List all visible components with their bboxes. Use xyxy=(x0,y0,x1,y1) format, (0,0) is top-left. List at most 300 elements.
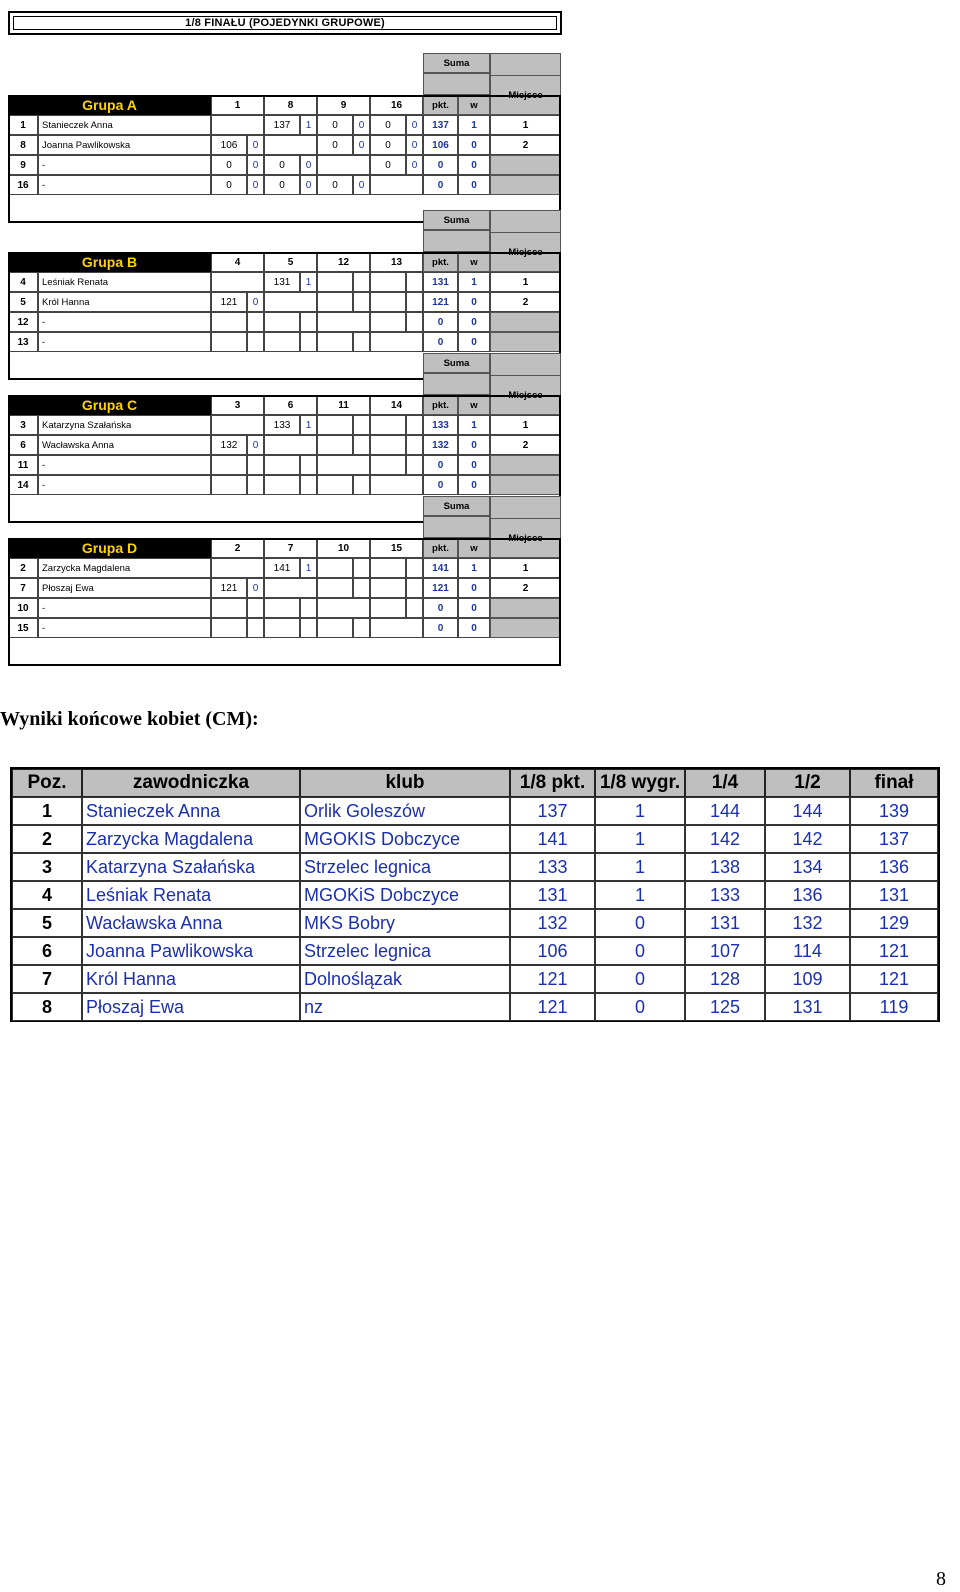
total-wins: 0 xyxy=(458,578,490,598)
player-name: Płoszaj Ewa xyxy=(38,578,211,598)
final-place: 2 xyxy=(490,135,561,155)
col-header: 12 xyxy=(317,252,370,272)
self-cell xyxy=(264,578,317,598)
match-points xyxy=(370,435,406,455)
r16-points-cell: 121 xyxy=(510,993,595,1021)
seed-number: 3 xyxy=(8,415,38,435)
club-cell: nz xyxy=(300,993,510,1021)
col-header: 10 xyxy=(317,538,370,558)
self-cell xyxy=(211,558,264,578)
sf-cell: 109 xyxy=(765,965,850,993)
match-win xyxy=(406,435,423,455)
match-points: 0 xyxy=(370,115,406,135)
match-points: 0 xyxy=(211,155,247,175)
player-name: - xyxy=(38,175,211,195)
r16-wins-cell: 1 xyxy=(595,825,685,853)
athlete-cell: Stanieczek Anna xyxy=(82,797,300,825)
final-place: 1 xyxy=(490,115,561,135)
self-cell xyxy=(370,175,423,195)
group-name: Grupa D xyxy=(8,538,211,558)
match-win xyxy=(300,332,317,352)
match-points xyxy=(370,455,406,475)
final-place: 1 xyxy=(490,272,561,292)
match-points: 121 xyxy=(211,292,247,312)
pkt-header: pkt. xyxy=(423,252,458,272)
r16-wins-cell: 1 xyxy=(595,797,685,825)
match-points xyxy=(211,332,247,352)
match-points xyxy=(264,598,300,618)
results-header-cell: 1/8 pkt. xyxy=(510,769,595,797)
w-header: w xyxy=(458,252,490,272)
title-banner xyxy=(8,11,562,35)
suma-header: Suma xyxy=(423,353,490,373)
match-points xyxy=(370,578,406,598)
seed-number: 5 xyxy=(8,292,38,312)
total-wins: 0 xyxy=(458,598,490,618)
total-wins: 0 xyxy=(458,455,490,475)
match-win xyxy=(406,272,423,292)
r16-wins-cell: 0 xyxy=(595,965,685,993)
player-name: Wacławska Anna xyxy=(38,435,211,455)
total-points: 133 xyxy=(423,415,458,435)
page-title: 1/8 FINAŁU (POJEDYNKI GRUPOWE) xyxy=(13,16,557,30)
total-points: 141 xyxy=(423,558,458,578)
total-wins: 1 xyxy=(458,558,490,578)
seed-number: 4 xyxy=(8,272,38,292)
total-points: 0 xyxy=(423,332,458,352)
match-win xyxy=(247,312,264,332)
group-name: Grupa C xyxy=(8,395,211,415)
self-cell xyxy=(264,292,317,312)
header-blank xyxy=(423,230,490,252)
match-win: 0 xyxy=(247,292,264,312)
w-header: w xyxy=(458,538,490,558)
match-points xyxy=(317,618,353,638)
match-win: 0 xyxy=(406,135,423,155)
total-wins: 0 xyxy=(458,618,490,638)
miejsce-header: Miejsce xyxy=(490,518,561,558)
match-win xyxy=(247,598,264,618)
match-win xyxy=(247,475,264,495)
player-name: - xyxy=(38,475,211,495)
seed-number: 10 xyxy=(8,598,38,618)
r16-points-cell: 133 xyxy=(510,853,595,881)
match-win: 0 xyxy=(406,115,423,135)
match-points xyxy=(317,272,353,292)
match-win xyxy=(353,415,370,435)
total-wins: 0 xyxy=(458,435,490,455)
col-header: 6 xyxy=(264,395,317,415)
match-points xyxy=(317,435,353,455)
total-points: 132 xyxy=(423,435,458,455)
col-header: 14 xyxy=(370,395,423,415)
match-win: 1 xyxy=(300,558,317,578)
sf-cell: 132 xyxy=(765,909,850,937)
w-header: w xyxy=(458,95,490,115)
seed-number: 1 xyxy=(8,115,38,135)
col-header: 1 xyxy=(211,95,264,115)
final-place: 1 xyxy=(490,415,561,435)
self-cell xyxy=(264,135,317,155)
seed-number: 6 xyxy=(8,435,38,455)
group-table xyxy=(8,53,561,223)
match-points xyxy=(317,475,353,495)
player-name: - xyxy=(38,312,211,332)
total-points: 0 xyxy=(423,618,458,638)
total-points: 131 xyxy=(423,272,458,292)
match-points xyxy=(264,475,300,495)
match-points xyxy=(317,292,353,312)
match-points xyxy=(370,558,406,578)
total-points: 0 xyxy=(423,455,458,475)
match-points: 141 xyxy=(264,558,300,578)
match-points: 0 xyxy=(211,175,247,195)
match-win xyxy=(300,312,317,332)
final-cell: 129 xyxy=(850,909,938,937)
athlete-cell: Katarzyna Szałańska xyxy=(82,853,300,881)
total-points: 0 xyxy=(423,155,458,175)
match-win xyxy=(406,578,423,598)
final-cell: 131 xyxy=(850,881,938,909)
r16-points-cell: 131 xyxy=(510,881,595,909)
results-header-cell: 1/4 xyxy=(685,769,765,797)
r16-points-cell: 141 xyxy=(510,825,595,853)
match-points xyxy=(370,598,406,618)
match-points xyxy=(317,415,353,435)
total-points: 121 xyxy=(423,292,458,312)
match-win xyxy=(353,618,370,638)
self-cell xyxy=(317,598,370,618)
match-win xyxy=(353,475,370,495)
r16-wins-cell: 1 xyxy=(595,881,685,909)
pkt-header: pkt. xyxy=(423,395,458,415)
seed-number: 13 xyxy=(8,332,38,352)
match-points xyxy=(211,455,247,475)
r16-points-cell: 132 xyxy=(510,909,595,937)
seed-number: 2 xyxy=(8,558,38,578)
place-empty xyxy=(490,175,561,195)
final-cell: 136 xyxy=(850,853,938,881)
match-win: 0 xyxy=(353,175,370,195)
total-wins: 0 xyxy=(458,332,490,352)
total-wins: 1 xyxy=(458,415,490,435)
total-points: 106 xyxy=(423,135,458,155)
club-cell: Dolnoślązak xyxy=(300,965,510,993)
match-points: 0 xyxy=(370,135,406,155)
match-points xyxy=(370,292,406,312)
group-name: Grupa A xyxy=(8,95,211,115)
match-points xyxy=(370,312,406,332)
self-cell xyxy=(211,115,264,135)
results-header-cell: zawodniczka xyxy=(82,769,300,797)
total-wins: 0 xyxy=(458,175,490,195)
match-win: 0 xyxy=(247,435,264,455)
final-cell: 119 xyxy=(850,993,938,1021)
match-points: 0 xyxy=(317,115,353,135)
qf-cell: 131 xyxy=(685,909,765,937)
total-wins: 0 xyxy=(458,312,490,332)
results-header-cell: 1/2 xyxy=(765,769,850,797)
results-header-cell: Poz. xyxy=(12,769,82,797)
match-win xyxy=(353,578,370,598)
match-points xyxy=(264,455,300,475)
seed-number: 16 xyxy=(8,175,38,195)
self-cell xyxy=(317,155,370,175)
sf-cell: 136 xyxy=(765,881,850,909)
self-cell xyxy=(370,475,423,495)
player-name: Katarzyna Szałańska xyxy=(38,415,211,435)
match-win: 1 xyxy=(300,115,317,135)
group-name: Grupa B xyxy=(8,252,211,272)
club-cell: MKS Bobry xyxy=(300,909,510,937)
qf-cell: 138 xyxy=(685,853,765,881)
col-header: 9 xyxy=(317,95,370,115)
match-points: 0 xyxy=(370,155,406,175)
col-header: 4 xyxy=(211,252,264,272)
final-place: 2 xyxy=(490,578,561,598)
seed-number: 12 xyxy=(8,312,38,332)
club-cell: Orlik Goleszów xyxy=(300,797,510,825)
player-name: - xyxy=(38,332,211,352)
club-cell: Strzelec legnica xyxy=(300,937,510,965)
match-win: 0 xyxy=(247,135,264,155)
col-header: 5 xyxy=(264,252,317,272)
match-win xyxy=(247,332,264,352)
results-table xyxy=(10,767,940,1022)
results-header-cell: 1/8 wygr. xyxy=(595,769,685,797)
col-header: 7 xyxy=(264,538,317,558)
match-win xyxy=(406,292,423,312)
player-name: - xyxy=(38,155,211,175)
match-win xyxy=(406,312,423,332)
club-cell: MGOKiS Dobczyce xyxy=(300,881,510,909)
match-points xyxy=(264,332,300,352)
match-points xyxy=(370,272,406,292)
position-cell: 6 xyxy=(12,937,82,965)
seed-number: 11 xyxy=(8,455,38,475)
match-win: 0 xyxy=(247,175,264,195)
match-points: 137 xyxy=(264,115,300,135)
athlete-cell: Zarzycka Magdalena xyxy=(82,825,300,853)
self-cell xyxy=(211,415,264,435)
match-win xyxy=(406,598,423,618)
match-win: 0 xyxy=(353,135,370,155)
total-wins: 0 xyxy=(458,475,490,495)
match-win: 0 xyxy=(300,155,317,175)
match-win xyxy=(353,292,370,312)
position-cell: 4 xyxy=(12,881,82,909)
player-name: Leśniak Renata xyxy=(38,272,211,292)
position-cell: 5 xyxy=(12,909,82,937)
self-cell xyxy=(211,272,264,292)
match-win xyxy=(353,272,370,292)
r16-points-cell: 137 xyxy=(510,797,595,825)
total-points: 0 xyxy=(423,175,458,195)
sf-cell: 131 xyxy=(765,993,850,1021)
athlete-cell: Wacławska Anna xyxy=(82,909,300,937)
final-place: 2 xyxy=(490,435,561,455)
self-cell xyxy=(264,435,317,455)
header-blank xyxy=(423,373,490,395)
match-win xyxy=(353,435,370,455)
seed-number: 9 xyxy=(8,155,38,175)
position-cell: 7 xyxy=(12,965,82,993)
r16-wins-cell: 0 xyxy=(595,909,685,937)
place-empty xyxy=(490,155,561,175)
match-points xyxy=(370,415,406,435)
r16-points-cell: 106 xyxy=(510,937,595,965)
r16-points-cell: 121 xyxy=(510,965,595,993)
total-points: 121 xyxy=(423,578,458,598)
qf-cell: 107 xyxy=(685,937,765,965)
total-wins: 0 xyxy=(458,155,490,175)
seed-number: 15 xyxy=(8,618,38,638)
miejsce-header: Miejsce xyxy=(490,232,561,272)
r16-wins-cell: 1 xyxy=(595,853,685,881)
player-name: - xyxy=(38,455,211,475)
final-cell: 121 xyxy=(850,937,938,965)
place-empty xyxy=(490,598,561,618)
total-wins: 0 xyxy=(458,292,490,312)
qf-cell: 128 xyxy=(685,965,765,993)
final-place: 1 xyxy=(490,558,561,578)
match-points xyxy=(264,312,300,332)
sf-cell: 144 xyxy=(765,797,850,825)
match-win: 0 xyxy=(406,155,423,175)
total-wins: 1 xyxy=(458,115,490,135)
match-points: 131 xyxy=(264,272,300,292)
match-win xyxy=(300,475,317,495)
qf-cell: 125 xyxy=(685,993,765,1021)
place-empty xyxy=(490,618,561,638)
suma-header: Suma xyxy=(423,496,490,516)
match-points xyxy=(317,578,353,598)
qf-cell: 142 xyxy=(685,825,765,853)
pkt-header: pkt. xyxy=(423,538,458,558)
col-header: 13 xyxy=(370,252,423,272)
match-win xyxy=(247,618,264,638)
athlete-cell: Król Hanna xyxy=(82,965,300,993)
final-cell: 139 xyxy=(850,797,938,825)
match-points xyxy=(317,332,353,352)
match-win xyxy=(300,455,317,475)
match-win: 1 xyxy=(300,272,317,292)
match-win xyxy=(406,558,423,578)
match-points xyxy=(264,618,300,638)
seed-number: 8 xyxy=(8,135,38,155)
match-win xyxy=(300,618,317,638)
match-points xyxy=(211,618,247,638)
final-cell: 121 xyxy=(850,965,938,993)
match-win: 1 xyxy=(300,415,317,435)
match-points: 0 xyxy=(264,155,300,175)
place-empty xyxy=(490,312,561,332)
match-win xyxy=(353,332,370,352)
match-points: 106 xyxy=(211,135,247,155)
col-header: 8 xyxy=(264,95,317,115)
match-points: 0 xyxy=(317,135,353,155)
match-win xyxy=(247,455,264,475)
player-name: Joanna Pawlikowska xyxy=(38,135,211,155)
qf-cell: 133 xyxy=(685,881,765,909)
position-cell: 1 xyxy=(12,797,82,825)
seed-number: 7 xyxy=(8,578,38,598)
match-points: 132 xyxy=(211,435,247,455)
miejsce-header: Miejsce xyxy=(490,375,561,415)
match-win: 0 xyxy=(300,175,317,195)
athlete-cell: Leśniak Renata xyxy=(82,881,300,909)
match-win xyxy=(300,598,317,618)
player-name: Król Hanna xyxy=(38,292,211,312)
self-cell xyxy=(370,332,423,352)
match-win: 0 xyxy=(247,155,264,175)
match-win xyxy=(406,455,423,475)
r16-wins-cell: 0 xyxy=(595,937,685,965)
results-title: Wyniki końcowe kobiet (CM): xyxy=(0,708,259,730)
place-empty xyxy=(490,332,561,352)
final-place: 2 xyxy=(490,292,561,312)
match-win: 0 xyxy=(247,578,264,598)
seed-number: 14 xyxy=(8,475,38,495)
athlete-cell: Joanna Pawlikowska xyxy=(82,937,300,965)
athlete-cell: Płoszaj Ewa xyxy=(82,993,300,1021)
suma-header: Suma xyxy=(423,53,490,73)
total-points: 0 xyxy=(423,598,458,618)
r16-wins-cell: 0 xyxy=(595,993,685,1021)
place-empty xyxy=(490,475,561,495)
player-name: - xyxy=(38,618,211,638)
group-table xyxy=(8,496,561,666)
self-cell xyxy=(370,618,423,638)
club-cell: MGOKIS Dobczyce xyxy=(300,825,510,853)
player-name: Stanieczek Anna xyxy=(38,115,211,135)
total-wins: 1 xyxy=(458,272,490,292)
position-cell: 3 xyxy=(12,853,82,881)
match-points: 121 xyxy=(211,578,247,598)
header-blank xyxy=(423,516,490,538)
player-name: - xyxy=(38,598,211,618)
sf-cell: 114 xyxy=(765,937,850,965)
col-header: 16 xyxy=(370,95,423,115)
match-win xyxy=(353,558,370,578)
total-points: 0 xyxy=(423,475,458,495)
results-header-cell: finał xyxy=(850,769,938,797)
match-points: 0 xyxy=(264,175,300,195)
col-header: 15 xyxy=(370,538,423,558)
sf-cell: 142 xyxy=(765,825,850,853)
self-cell xyxy=(317,455,370,475)
pkt-header: pkt. xyxy=(423,95,458,115)
self-cell xyxy=(317,312,370,332)
match-points: 0 xyxy=(317,175,353,195)
w-header: w xyxy=(458,395,490,415)
match-points: 133 xyxy=(264,415,300,435)
final-cell: 137 xyxy=(850,825,938,853)
total-points: 137 xyxy=(423,115,458,135)
col-header: 2 xyxy=(211,538,264,558)
col-header: 3 xyxy=(211,395,264,415)
header-blank xyxy=(423,73,490,95)
match-points xyxy=(211,475,247,495)
miejsce-header: Miejsce xyxy=(490,75,561,115)
results-header-cell: klub xyxy=(300,769,510,797)
match-win xyxy=(406,415,423,435)
match-points xyxy=(317,558,353,578)
match-points xyxy=(211,312,247,332)
position-cell: 8 xyxy=(12,993,82,1021)
total-wins: 0 xyxy=(458,135,490,155)
qf-cell: 144 xyxy=(685,797,765,825)
